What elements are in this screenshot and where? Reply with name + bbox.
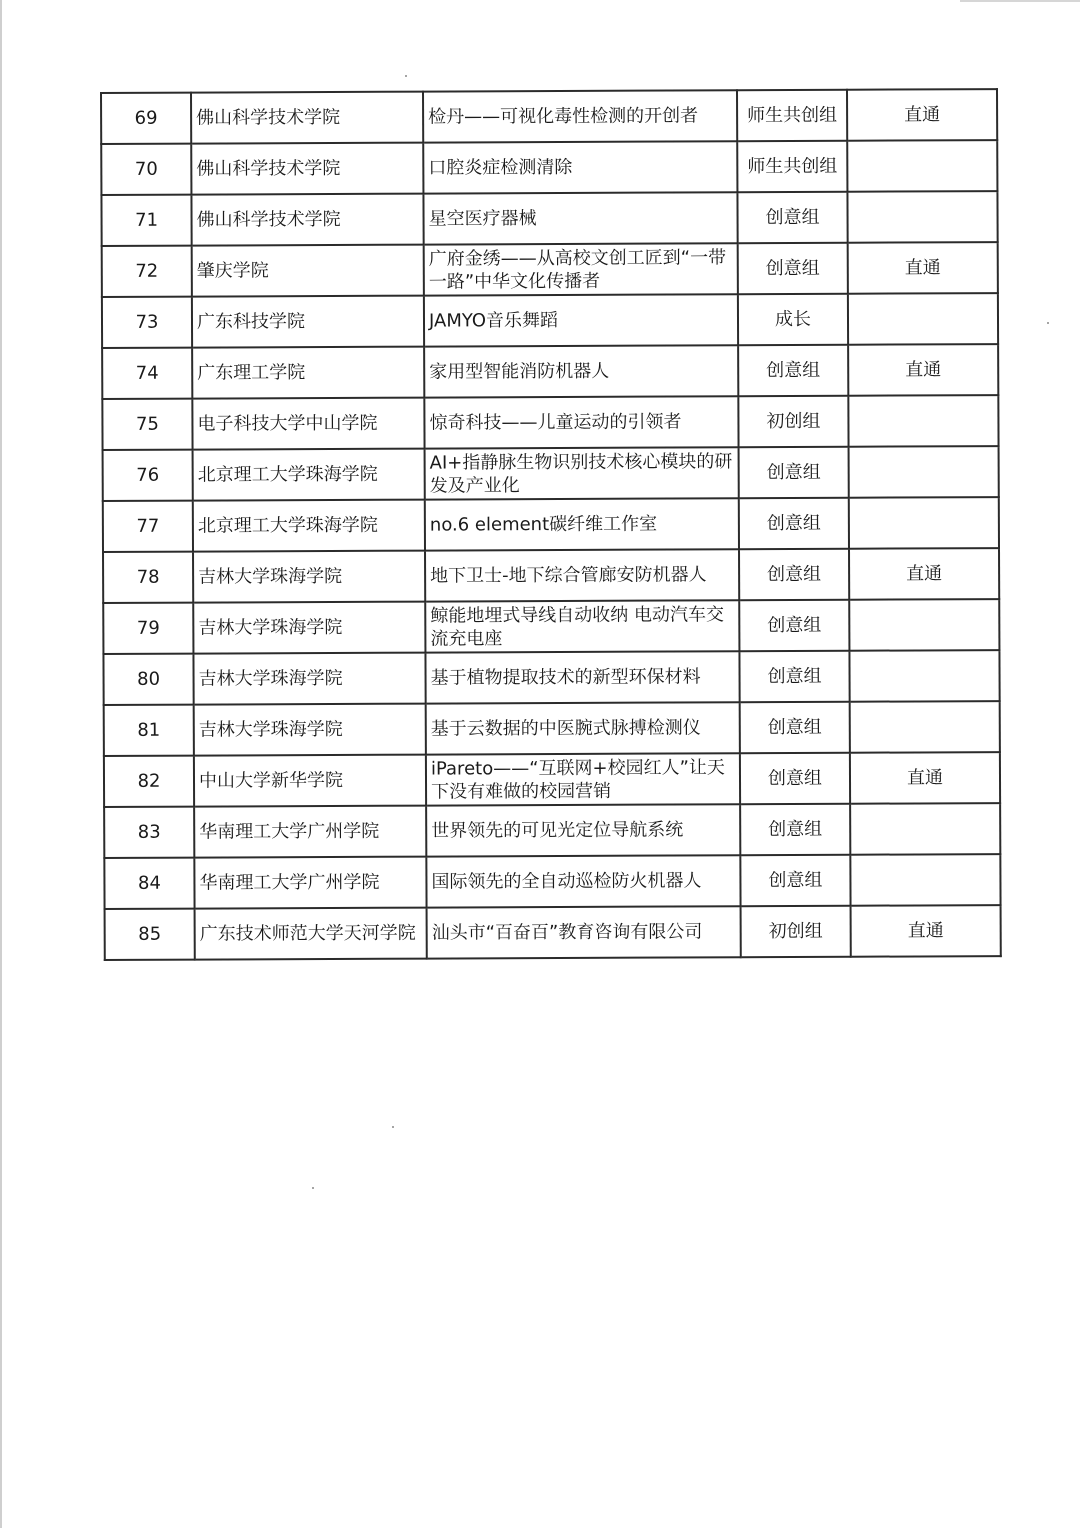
school-name: 吉林大学珠海学院 (193, 602, 425, 654)
row-number: 72 (102, 246, 192, 297)
table-row (105, 905, 1001, 960)
direct-status: 直通 (851, 905, 1001, 957)
group-category: 创意组 (739, 651, 849, 702)
results-table-body (101, 89, 1001, 960)
table-row (104, 803, 1000, 858)
project-name: 基于云数据的中医腕式脉搏检测仪 (426, 702, 740, 754)
project-name: 星空医疗器械 (423, 192, 737, 244)
school-name: 佛山科学技术学院 (191, 143, 423, 195)
group-category: 师生共创组 (737, 90, 847, 141)
row-number: 74 (102, 348, 192, 399)
table-row (103, 650, 999, 705)
table-row (102, 344, 998, 399)
project-name: iPareto——“互联网+校园红人”让天下没有难做的校园营销 (426, 753, 740, 805)
project-name: no.6 element碳纤维工作室 (425, 498, 739, 550)
page-edge-top (960, 0, 1080, 2)
school-name: 北京理工大学珠海学院 (193, 449, 425, 501)
group-category: 创意组 (740, 702, 850, 753)
school-name: 广东理工学院 (192, 347, 424, 399)
direct-status (849, 446, 999, 498)
direct-status: 直通 (849, 548, 999, 600)
group-category: 创意组 (739, 600, 849, 651)
group-category: 成长 (738, 294, 848, 345)
school-name: 吉林大学珠海学院 (193, 551, 425, 603)
school-name: 广东技术师范大学天河学院 (195, 908, 427, 960)
group-category: 创意组 (739, 549, 849, 600)
row-number: 83 (104, 807, 194, 858)
row-number: 84 (104, 858, 194, 909)
direct-status (849, 497, 999, 549)
row-number: 69 (101, 93, 191, 144)
results-table (100, 88, 1002, 961)
row-number: 70 (101, 144, 191, 195)
group-category: 创意组 (738, 345, 848, 396)
project-name: JAMYO音乐舞蹈 (424, 294, 738, 346)
row-number: 77 (103, 501, 193, 552)
direct-status: 直通 (848, 242, 998, 294)
project-name: 基于植物提取技术的新型环保材料 (425, 651, 739, 703)
row-number: 73 (102, 297, 192, 348)
row-number: 75 (102, 399, 192, 450)
school-name: 佛山科学技术学院 (191, 92, 423, 144)
project-name: 检丹——可视化毒性检测的开创者 (423, 90, 737, 142)
direct-status (847, 140, 997, 192)
school-name: 吉林大学珠海学院 (193, 653, 425, 705)
project-name: 鲸能地埋式导线自动收纳 电动汽车交流充电座 (425, 600, 739, 652)
table-row (102, 242, 998, 297)
group-category: 创意组 (737, 192, 847, 243)
scan-speck (392, 1126, 394, 1128)
row-number: 78 (103, 552, 193, 603)
table-row (102, 293, 998, 348)
group-category: 初创组 (741, 906, 851, 957)
group-category: 创意组 (738, 243, 848, 294)
school-name: 北京理工大学珠海学院 (193, 500, 425, 552)
group-category: 师生共创组 (737, 141, 847, 192)
group-category: 初创组 (738, 396, 848, 447)
results-table-container (100, 88, 988, 961)
project-name: 地下卫士-地下综合管廊安防机器人 (425, 549, 739, 601)
direct-status (850, 701, 1000, 753)
scan-speck (312, 1187, 314, 1189)
school-name: 华南理工大学广州学院 (194, 857, 426, 909)
direct-status (849, 650, 999, 702)
row-number: 80 (103, 654, 193, 705)
direct-status (849, 599, 999, 651)
table-row (103, 599, 999, 654)
group-category: 创意组 (740, 855, 850, 906)
project-name: 家用型智能消防机器人 (424, 345, 738, 397)
table-row (104, 854, 1000, 909)
school-name: 佛山科学技术学院 (191, 194, 423, 246)
row-number: 85 (105, 909, 195, 960)
project-name: AI+指静脉生物识别技术核心模块的研发及产业化 (425, 447, 739, 499)
project-name: 口腔炎症检测清除 (423, 141, 737, 193)
row-number: 82 (104, 756, 194, 807)
school-name: 中山大学新华学院 (194, 755, 426, 807)
direct-status (848, 293, 998, 345)
table-row (101, 89, 997, 144)
project-name: 汕头市“百奋百”教育咨询有限公司 (427, 906, 741, 958)
project-name: 广府金绣——从高校文创工匠到“一带一路”中华文化传播者 (424, 243, 738, 295)
table-row (103, 446, 999, 501)
table-row (103, 497, 999, 552)
table-row (101, 140, 997, 195)
table-row (104, 752, 1000, 807)
table-row (102, 395, 998, 450)
direct-status (850, 803, 1000, 855)
table-row (104, 701, 1000, 756)
group-category: 创意组 (740, 804, 850, 855)
school-name: 华南理工大学广州学院 (194, 806, 426, 858)
group-category: 创意组 (739, 498, 849, 549)
page-edge (0, 0, 2, 1528)
project-name: 国际领先的全自动巡检防火机器人 (426, 855, 740, 907)
row-number: 81 (104, 705, 194, 756)
row-number: 79 (103, 603, 193, 654)
group-category: 创意组 (740, 753, 850, 804)
direct-status: 直通 (847, 89, 997, 141)
project-name: 世界领先的可见光定位导航系统 (426, 804, 740, 856)
scan-speck (1047, 322, 1049, 324)
project-name: 惊奇科技——儿童运动的引领者 (424, 396, 738, 448)
direct-status (848, 395, 998, 447)
direct-status: 直通 (850, 752, 1000, 804)
group-category: 创意组 (739, 447, 849, 498)
school-name: 吉林大学珠海学院 (194, 704, 426, 756)
scan-speck (405, 75, 407, 77)
row-number: 71 (101, 195, 191, 246)
row-number: 76 (103, 450, 193, 501)
table-row (103, 548, 999, 603)
school-name: 电子科技大学中山学院 (192, 398, 424, 450)
school-name: 广东科技学院 (192, 296, 424, 348)
school-name: 肇庆学院 (192, 245, 424, 297)
direct-status (847, 191, 997, 243)
direct-status: 直通 (848, 344, 998, 396)
direct-status (850, 854, 1000, 906)
table-row (101, 191, 997, 246)
